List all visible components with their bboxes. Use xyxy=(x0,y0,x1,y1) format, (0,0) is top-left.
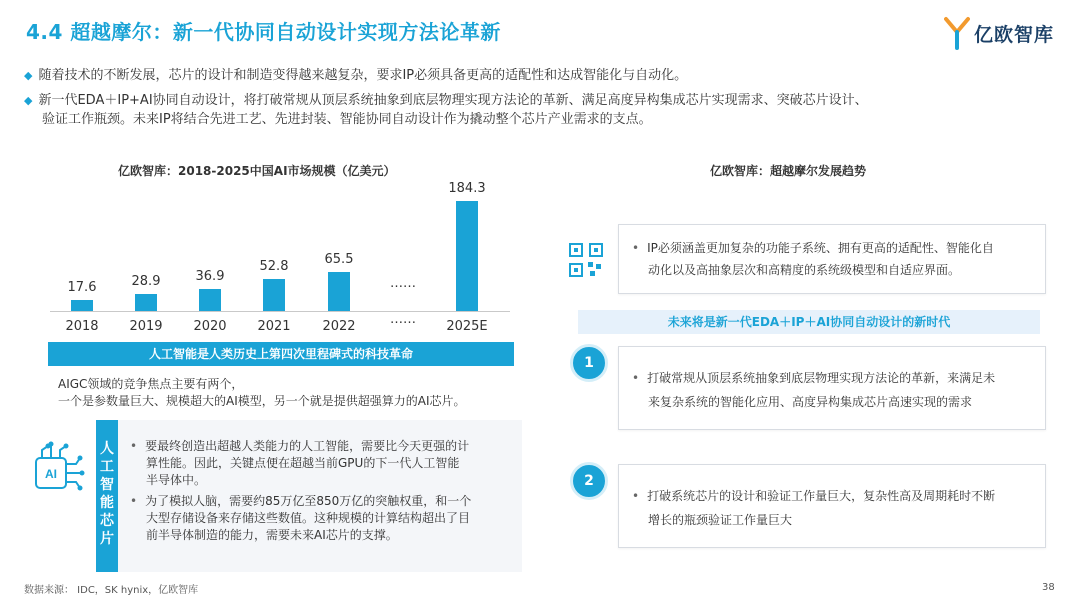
ai-chip-vertical-label: 人 工 智 能 芯 片 xyxy=(96,420,118,572)
trend-title: 亿欧智库：超越摩尔发展趋势 xyxy=(710,164,867,178)
ai-chip-point-1-l2: 算性能。因此，关键点便在超越当前GPU的下一代人工智能 xyxy=(146,456,460,470)
logo-text: 亿欧智库 xyxy=(974,24,1055,46)
bullet-dot-icon: • xyxy=(632,489,640,503)
bar-value-label: 65.5 xyxy=(324,251,354,267)
bar-value-label: 17.6 xyxy=(67,280,97,296)
aigc-desc-line-2: 一个是参数量巨大、规模超大的AI模型，另一个就是提供超强算力的AI芯片。 xyxy=(58,394,466,408)
chart-x-axis xyxy=(50,311,510,312)
page-title: 4.4 超越摩尔：新一代协同自动设计实现方法论革新 xyxy=(26,20,501,44)
bar-2020 xyxy=(199,289,221,311)
bullet-dot-icon: • xyxy=(130,494,138,508)
bar-2019 xyxy=(135,294,157,311)
bullet-dot-icon: • xyxy=(130,439,138,453)
trend-item-1-line-1: • 打破常规从顶层系统抽象到底层物理实现方法论的革新，来满足未 xyxy=(632,371,996,385)
new-era-band: 未来将是新一代EDA＋IP＋AI协同自动设计的新时代 xyxy=(578,310,1040,334)
x-tick-label: 2019 xyxy=(129,319,163,334)
bullet-dot-icon: • xyxy=(632,371,640,385)
trend-top-line-2: 动化以及高抽象层次和高精度的系统级模型和自适应界面。 xyxy=(648,263,961,277)
bar-value-label: 28.9 xyxy=(131,273,161,289)
chart-title: 亿欧智库：2018-2025中国AI市场规模（亿美元） xyxy=(118,164,396,178)
aigc-desc-line-1: AIGC领域的竞争焦点主要有两个， xyxy=(58,377,244,391)
ai-chip-point-1: • 要最终创造出超越人类能力的人工智能，需要比今天更强的计 xyxy=(130,439,470,453)
company-logo xyxy=(944,15,1062,51)
ai-chip-point-2-l3: 前半导体制造的能力，需要未来AI芯片的支撑。 xyxy=(146,528,398,542)
x-tick-label: 2020 xyxy=(193,319,227,334)
ai-chip-point-2-l2: 大型存储设备来存储这些数值。这种规模的计算结构超出了目 xyxy=(146,511,471,525)
step-number-1: 1 xyxy=(570,344,608,382)
ai-chip-icon-label: AI xyxy=(45,467,57,481)
x-tick-label: 2022 xyxy=(322,319,356,334)
bar-2025E xyxy=(456,201,478,311)
bar-2022 xyxy=(328,272,350,311)
data-source: 数据来源： IDC，SK hynix，亿欧智库 xyxy=(24,585,199,596)
intro-bullet-2: ◆ 新一代EDA＋IP+AI协同自动设计，将打破常规从顶层系统抽象到底层物理实现方法论的革新、满足高度异构集成芯片实现需求、突破芯片设计、 xyxy=(24,93,868,108)
qr-chip-icon xyxy=(568,242,604,278)
x-tick-label: 2025E xyxy=(446,319,488,334)
ai-chip-point-1-l3: 半导体中。 xyxy=(146,473,207,487)
ai-revolution-banner: 人工智能是人类历史上第四次里程碑式的科技革命 xyxy=(48,342,514,366)
intro-bullet-2-cont: 验证工作瓶颈。未来IP将结合先进工艺、先进封装、智能协同自动设计作为撬动整个芯片产业需求的支点。 xyxy=(42,112,652,127)
intro-bullet-1: ◆ 随着技术的不断发展，芯片的设计和制造变得越来越复杂，要求IP必须具备更高的适配性和达成智能化与自动化。 xyxy=(24,68,688,83)
bar-chart xyxy=(0,0,540,340)
page-number: 38 xyxy=(1042,582,1055,593)
bar-value-label: 52.8 xyxy=(259,259,289,275)
trend-item-2-line-1: • 打破系统芯片的设计和验证工作量巨大，复杂性高及周期耗时不断 xyxy=(632,489,996,503)
bar-value-label: 36.9 xyxy=(195,268,225,284)
trend-item-1-line-2: 来复杂系统的智能化应用、高度异构集成芯片高速实现的需求 xyxy=(648,395,973,409)
bar-value-label: …… xyxy=(390,276,416,291)
ai-chip-point-2: • 为了模拟人脑，需要约85万亿至850万亿的突触权重，和一个 xyxy=(130,494,472,508)
ai-chip-icon xyxy=(24,438,90,504)
x-tick-label: 2018 xyxy=(65,319,99,334)
bar-2021 xyxy=(263,279,285,311)
x-tick-label: 2021 xyxy=(257,319,291,334)
diamond-icon: ◆ xyxy=(24,69,33,82)
bullet-dot-icon: • xyxy=(632,241,640,255)
step-number-2: 2 xyxy=(570,462,608,500)
x-tick-label: …… xyxy=(390,312,416,327)
diamond-icon: ◆ xyxy=(24,94,33,107)
bar-value-label: 184.3 xyxy=(448,181,486,196)
bar-2018 xyxy=(71,300,93,311)
trend-item-2-line-2: 增长的瓶颈验证工作量巨大 xyxy=(648,513,793,527)
trend-top-line-1: • IP必须涵盖更加复杂的功能子系统、拥有更高的适配性、智能化自 xyxy=(632,241,994,255)
yiou-logo-icon xyxy=(944,16,970,50)
